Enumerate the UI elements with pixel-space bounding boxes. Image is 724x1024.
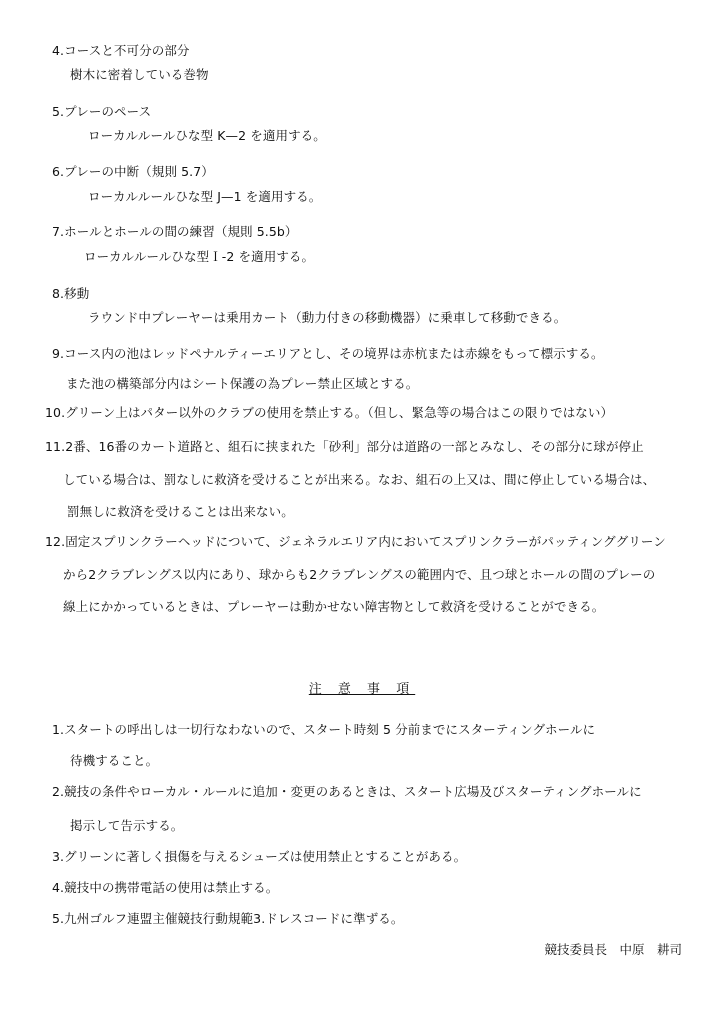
rule-title: プレーの中断（規則 5.7） — [64, 164, 214, 179]
note-1-cont: 待機すること。 — [70, 753, 159, 768]
rule-number: 9. — [52, 346, 65, 361]
rule-8-body: ラウンド中プレーヤーは乗用カート（動力付きの移動機器）に乗車して移動できる。 — [88, 310, 567, 325]
note-number: 1. — [52, 722, 65, 737]
rule-number: 6. — [52, 164, 65, 179]
note-text: 九州ゴルフ連盟主催競技行動規範3.ドレスコードに準ずる。 — [64, 911, 404, 926]
note-1 — [52, 722, 595, 738]
rule-12-body-1: から2クラブレングス以内にあり、球からも2クラブレングスの範囲内で、且つ球とホールの間のプレーの — [63, 567, 656, 582]
rule-11-body-1: している場合は、罰なしに救済を受けることが出来る。なお、組石の上又は、間に停止している場合は、 — [63, 472, 656, 487]
rule-title: コースと不可分の部分 — [64, 43, 190, 58]
rule-10-heading — [45, 405, 613, 421]
rule-4-heading — [52, 43, 190, 59]
rule-title: プレーのペース — [64, 104, 152, 119]
rule-6-heading — [52, 164, 214, 180]
rule-7-body: ローカルルールひな型Ｉ-2 を適用する。 — [84, 249, 315, 264]
note-2-cont: 掲示して告示する。 — [70, 818, 184, 833]
rule-7-heading — [52, 224, 298, 240]
note-5 — [52, 911, 404, 927]
rule-number: 11. — [45, 439, 66, 454]
rule-9-body: また池の構築部分内はシート保護の為プレー禁止区域とする。 — [66, 376, 419, 391]
note-text: グリーンに著しく損傷を与えるシューズは使用禁止とすることがある。 — [64, 849, 467, 864]
rule-11-body-2: 罰無しに救済を受けることは出来ない。 — [67, 504, 294, 519]
rule-number: 4. — [52, 43, 65, 58]
note-2 — [52, 784, 642, 800]
rule-11-heading — [45, 439, 644, 455]
rule-12-body-2: 線上にかかっているときは、プレーヤーは動かせない障害物として救済を受けることができる。 — [63, 599, 605, 614]
rule-number: 12. — [45, 534, 66, 549]
note-3 — [52, 849, 466, 865]
rule-number: 7. — [52, 224, 65, 239]
rule-8-heading — [52, 286, 89, 302]
note-4 — [52, 880, 278, 896]
note-number: 2. — [52, 784, 65, 799]
rule-title: 固定スプリンクラーヘッドについて、ジェネラルエリア内においてスプリンクラーがパッティンググリーン — [65, 534, 666, 549]
rule-12-heading — [45, 534, 666, 550]
note-text: スタートの呼出しは一切行なわないので、スタート時刻 5 分前までにスターティングホールに — [64, 722, 596, 737]
note-text: 競技中の携帯電話の使用は禁止する。 — [64, 880, 279, 895]
rule-5-body: ローカルルールひな型 K—2 を適用する。 — [88, 128, 326, 143]
rule-number: 8. — [52, 286, 65, 301]
rule-title: ホールとホールの間の練習（規則 5.5b） — [64, 224, 298, 239]
rule-title: 2番、16番のカート道路と、組石に挟まれた「砂利」部分は道路の一部とみなし、その部分に球が停止 — [65, 439, 644, 454]
rule-9-heading — [52, 346, 604, 362]
note-number: 5. — [52, 911, 65, 926]
notes-title: 注 意 事 項 — [308, 682, 416, 697]
rule-6-body: ローカルルールひな型 J—1 を適用する。 — [88, 189, 322, 204]
rule-title: グリーン上はパター以外のクラブの使用を禁止する。（但し、緊急等の場合はこの限りではない） — [65, 405, 614, 420]
rule-number: 10. — [45, 405, 66, 420]
note-text: 競技の条件やローカル・ルールに追加・変更のあるときは、スタート広場及びスターティングホールに — [64, 784, 642, 799]
rule-number: 5. — [52, 104, 65, 119]
note-number: 3. — [52, 849, 65, 864]
note-number: 4. — [52, 880, 65, 895]
signature: 競技委員長 中原 耕司 — [544, 942, 682, 957]
rule-title: コース内の池はレッドペナルティーエリアとし、その境界は赤杭または赤線をもって標示する。 — [64, 346, 604, 361]
rule-title: 移動 — [64, 286, 90, 301]
rule-5-heading — [52, 104, 151, 120]
rule-4-body: 樹木に密着している巻物 — [70, 67, 209, 82]
